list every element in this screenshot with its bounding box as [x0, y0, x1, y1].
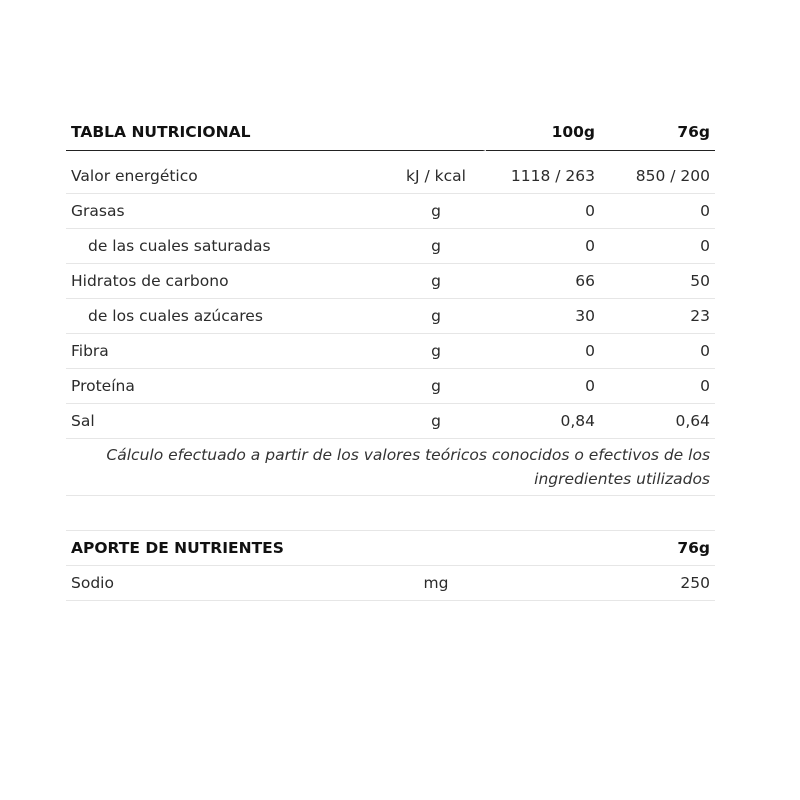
row-value-100g: 0 [486, 334, 600, 369]
column-header-100g: 100g [486, 114, 600, 151]
column-header-76g: 76g [600, 114, 715, 151]
row-value-100g: 30 [486, 299, 600, 334]
table-row [66, 369, 715, 404]
row-value-76g: 0,64 [600, 404, 715, 439]
row-unit: g [386, 229, 486, 264]
table-row [66, 334, 715, 369]
row-unit: g [386, 334, 486, 369]
row-unit: g [386, 299, 486, 334]
row-label: de las cuales saturadas [66, 229, 386, 264]
row-unit: kJ / kcal [386, 159, 486, 194]
row-value-76g: 23 [600, 299, 715, 334]
column-header-76g-nutrients: 76g [600, 531, 715, 566]
row-value-100g: 0 [486, 194, 600, 229]
row-label: de los cuales azúcares [66, 299, 386, 334]
row-label: Valor energético [66, 159, 386, 194]
row-value-100g: 0 [486, 229, 600, 264]
row-value-76g: 0 [600, 334, 715, 369]
nutrition-table [66, 114, 715, 601]
calculation-note: Cálculo efectuado a partir de los valores teóricos conocidos o efectivos de los ingredientes utilizados [66, 439, 715, 496]
table-row [66, 264, 715, 299]
nutrients-header-row [66, 531, 715, 566]
row-value-100g: 66 [486, 264, 600, 299]
row-value-76g: 0 [600, 229, 715, 264]
row-value-100g: 0,84 [486, 404, 600, 439]
row-value-76g: 50 [600, 264, 715, 299]
row-value-76g: 250 [486, 566, 715, 601]
nutrients-table-title: APORTE DE NUTRIENTES [66, 531, 600, 566]
table-row [66, 229, 715, 264]
row-label: Sodio [66, 566, 386, 601]
table-row [66, 159, 715, 194]
row-value-100g: 0 [486, 369, 600, 404]
row-label: Hidratos de carbono [66, 264, 386, 299]
row-label: Fibra [66, 334, 386, 369]
table-row [66, 404, 715, 439]
row-value-76g: 0 [600, 369, 715, 404]
table-row [66, 299, 715, 334]
row-unit: g [386, 404, 486, 439]
row-unit: mg [386, 566, 486, 601]
row-value-100g: 1118 / 263 [486, 159, 600, 194]
nutrition-panel [66, 114, 715, 601]
nutrition-header-row [66, 114, 715, 151]
calculation-note-row [66, 439, 715, 496]
row-unit: g [386, 264, 486, 299]
table-row [66, 194, 715, 229]
row-unit: g [386, 194, 486, 229]
row-value-76g: 0 [600, 194, 715, 229]
row-value-76g: 850 / 200 [600, 159, 715, 194]
row-label: Sal [66, 404, 386, 439]
table-row [66, 566, 715, 601]
row-label: Grasas [66, 194, 386, 229]
row-label: Proteína [66, 369, 386, 404]
row-unit: g [386, 369, 486, 404]
nutrition-table-title: TABLA NUTRICIONAL [66, 114, 486, 151]
